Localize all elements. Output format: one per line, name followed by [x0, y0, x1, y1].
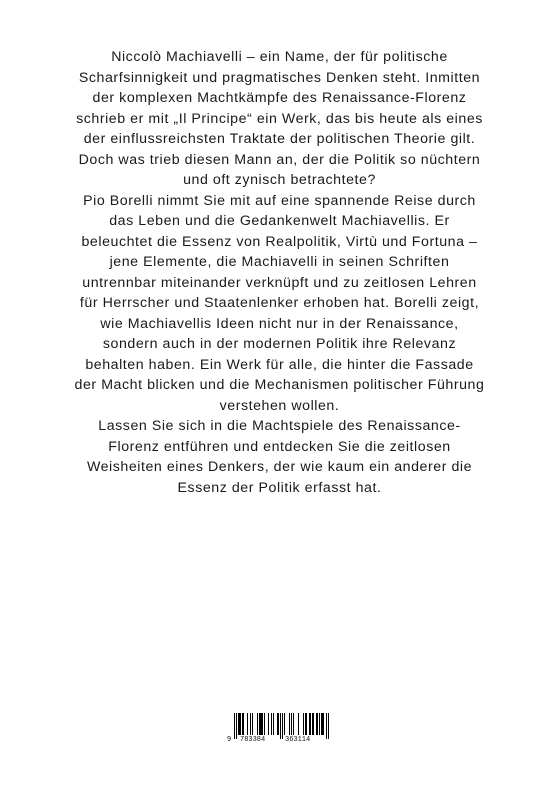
barcode-bar	[238, 713, 239, 735]
barcode-bar	[271, 713, 272, 735]
barcode-bar	[243, 713, 244, 735]
isbn-left-group: 783384	[240, 736, 266, 744]
barcode-bar	[309, 713, 310, 735]
barcode-bar	[322, 713, 323, 735]
barcode-bar	[250, 713, 251, 735]
back-cover-blurb	[30, 47, 529, 498]
barcode-bar	[312, 713, 313, 735]
barcode-bar	[239, 713, 240, 735]
barcode-bar	[321, 713, 322, 735]
isbn-number	[227, 735, 331, 745]
blurb-paragraph-intro: Niccolò Machiavelli – ein Name, der für politische Scharfsinnigkeit und pragmatisches Denken steht. Inmitten der komplexen Machtkämpfe des Renaissance-Florenz schrieb er mit „Il Principe“ ein Werk, das bis heute als eines der einflussreichsten Traktate der politischen Theorie gilt. Doch was trieb diesen Mann an, der die Politik so nüchtern und oft zynisch betrachtete?	[76, 49, 483, 188]
barcode-bar	[293, 713, 294, 735]
isbn-first-digit: 9	[227, 736, 232, 744]
barcode-bar	[289, 713, 290, 735]
barcode-bar	[261, 713, 262, 735]
barcode-bar	[257, 713, 258, 735]
isbn-barcode	[227, 713, 331, 745]
isbn-right-group: 363114	[285, 736, 311, 744]
barcode-bar	[264, 713, 265, 735]
barcode-bar	[316, 713, 317, 735]
barcode-bar	[262, 713, 263, 735]
barcode-bar	[291, 713, 292, 735]
blurb-paragraph-closing: Lassen Sie sich in die Machtspiele des Renaissance- Florenz entführen und entdecken Sie die zeitlosen Weisheiten eines Denkers, der wie kaum ein anderer die Essenz der Politik erfasst hat.	[86, 418, 473, 496]
barcode-bar	[306, 713, 307, 735]
barcode-bar	[277, 713, 278, 735]
barcode-bar	[298, 713, 299, 735]
barcode-bar	[247, 713, 248, 735]
barcode-bar	[310, 713, 311, 735]
barcode-bar	[323, 713, 324, 735]
barcode-bar	[260, 713, 261, 735]
barcode-bar	[252, 713, 253, 735]
barcode-bar	[303, 713, 304, 735]
barcode-bar	[273, 713, 274, 735]
barcode-bar	[305, 713, 306, 735]
barcode-bar	[278, 713, 279, 735]
blurb-paragraph-author: Pio Borelli nimmt Sie mit auf eine spannende Reise durch das Leben und die Gedankenwelt Machiavellis. Er beleuchtet die Essenz von Realpolitik, Virtù und Fortuna – jene Elemente, die Machiavelli in seinen Schriften untrennbar miteinander verknüpft und zu zeitlosen Lehren für Herrscher und Staatenlenker erhoben hat. Borelli zeigt, wie Machiavellis Ideen nicht nur in der Renaissance, sondern auch in der modernen Politik ihre Relevanz behalten haben. Ein Werk für alle, die hinter die Fassade der Macht blicken und die Mechanismen politischer Führung verstehen wollen.	[74, 192, 485, 414]
barcode-bar	[317, 713, 318, 735]
barcode-bar	[240, 713, 241, 735]
barcode-bar	[268, 713, 269, 735]
barcode-bar	[284, 713, 285, 735]
barcode-bar	[259, 713, 260, 735]
barcode-bar	[242, 713, 243, 735]
barcode-bar	[319, 713, 320, 735]
barcode-bar	[313, 713, 314, 735]
